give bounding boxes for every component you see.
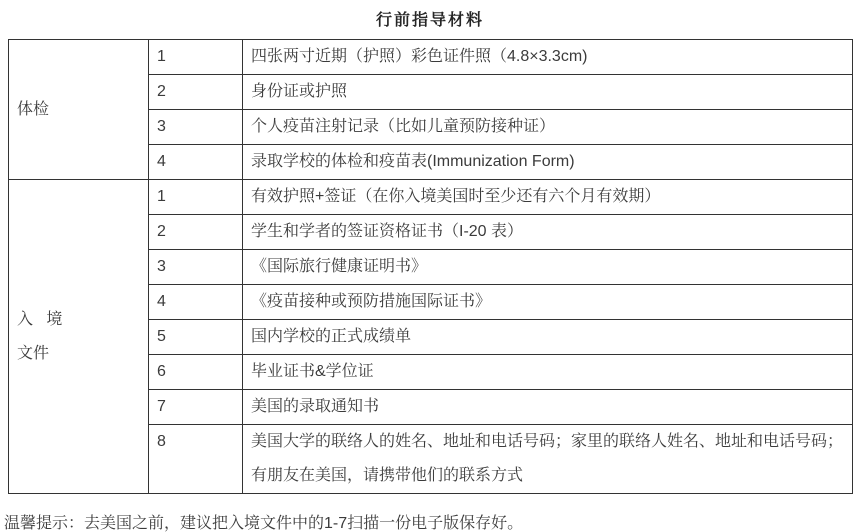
category-cell-entry-documents [9, 180, 149, 494]
item-text: 有效护照+签证（在你入境美国时至少还有六个月有效期） [243, 180, 853, 215]
item-text: 个人疫苗注射记录（比如儿童预防接种证） [243, 110, 853, 145]
table-row [9, 180, 853, 215]
category-cell-physical-exam [9, 40, 149, 180]
item-number: 3 [149, 250, 243, 285]
page-title: 行前指导材料 [375, 12, 484, 29]
item-number: 2 [149, 215, 243, 250]
item-number: 1 [149, 40, 243, 75]
item-text: 《疫苗接种或预防措施国际证书》 [243, 285, 853, 320]
item-text: 国内学校的正式成绩单 [243, 320, 853, 355]
footer-note: 温馨提示：去美国之前，建议把入境文件中的1-7扫描一份电子版保存好。 [4, 515, 524, 532]
item-number: 4 [149, 285, 243, 320]
item-number: 7 [149, 390, 243, 425]
item-number: 5 [149, 320, 243, 355]
category-label: 入 境 [17, 310, 63, 328]
category-label: 体检 [17, 100, 50, 118]
item-text: 《国际旅行健康证明书》 [243, 250, 853, 285]
item-number: 1 [149, 180, 243, 215]
item-text: 四张两寸近期（护照）彩色证件照（4.8×3.3cm) [243, 40, 853, 75]
item-number: 2 [149, 75, 243, 110]
item-text: 身份证或护照 [243, 75, 853, 110]
item-text: 美国大学的联络人的姓名、地址和电话号码；家里的联络人姓名、地址和电话号码；有朋友在美国，请携带他们的联系方式 [243, 425, 853, 494]
category-label: 文件 [17, 344, 50, 362]
item-text: 毕业证书&学位证 [243, 355, 853, 390]
item-text: 美国的录取通知书 [243, 390, 853, 425]
table-row [9, 40, 853, 75]
item-text: 录取学校的体检和疫苗表(Immunization Form) [243, 145, 853, 180]
item-text: 学生和学者的签证资格证书（I-20 表） [243, 215, 853, 250]
item-number: 3 [149, 110, 243, 145]
materials-table [8, 39, 853, 494]
item-number: 6 [149, 355, 243, 390]
item-number: 8 [149, 425, 243, 494]
item-number: 4 [149, 145, 243, 180]
